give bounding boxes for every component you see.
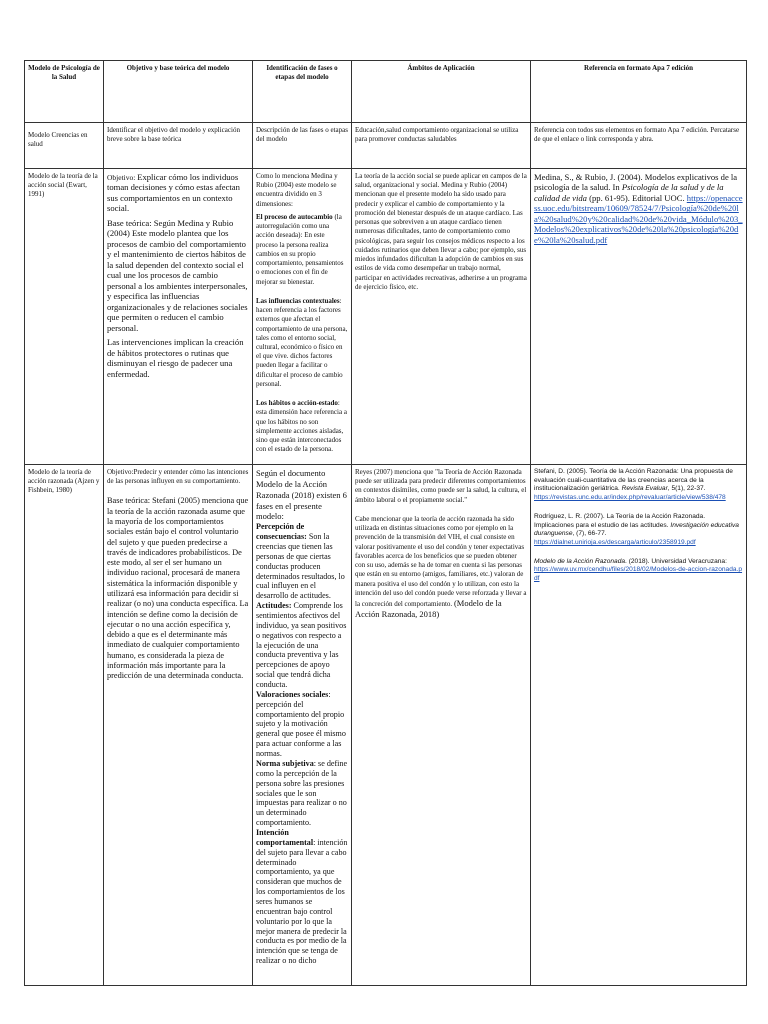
phases-cell [253, 169, 352, 465]
reference-text: , (7), 66-77. [572, 530, 607, 538]
phase-title: Intención comportamental [256, 827, 314, 847]
phases-cell [253, 123, 352, 169]
book-title: Psicología de la salud y de la calidad de vida [534, 182, 724, 203]
model-name-cell [25, 169, 104, 465]
table-row [25, 169, 747, 465]
model-name: Modelo de la teoría de la acción social (Ewart, 1991) [28, 172, 98, 199]
header-scope: Ámbitos de Aplicación [352, 61, 531, 123]
header-objective: Objetivo y base teórica del modelo [104, 61, 253, 123]
table-row [25, 123, 747, 169]
table-row [25, 465, 747, 986]
scope-text: Cabe mencionar que la teoría de acción razonada ha sido utilizada en distintas situaciones como por ejemplo en la prevención de la transmisión del VIH, el cual consiste en valorar positivamente el uso del condón y tener expectativas favorables acerca de los beneficios que se pueden obtener con su uso, además se ha de tomar en cuenta si las personas que están en su entorno (amigos, familiares, etc.) valoran de manera positiva el uso del condón y lo utilizan, con esto la intención del uso del condón puede verse reforzada y llevar a la concreción del comportamiento. [355, 514, 527, 609]
objective-label: Objetivo: [107, 173, 138, 182]
reference-link[interactable]: https://revistas.unc.edu.ar/index.php/revaluar/article/view/538/478 [534, 494, 726, 502]
phase-text: Comprende los sentimientos afectivos del individuo, ya sean positivos o negativos con respecto a la ejecución de una conducta preventiva y las percepciones de apoyo social que tendrá dicha conducta. [256, 601, 347, 690]
reference-text: Stefani, D. (2005). Teoría de la Acción Razonada: Una propuesta de evaluación cuali-cuantitativa de las creencias acerca de la institucionalización geriátrica. [534, 468, 733, 493]
objective-text: Objetivo:Predecir y entender cómo las intenciones de las personas influyen en su comportamiento. [107, 468, 249, 486]
phase-title: Actitudes: [256, 601, 292, 611]
phases-cell [253, 465, 352, 986]
theory-text: Base teórica: Según Medina y Rubio (2004) Este modelo plantea que los procesos de cambio del comportamiento y el mantenimiento de ciertos hábitos de la salud dependen del contexto social el cual une los procesos de cambio personal a los ambientes interpersonales, y especifica las influencias organizacionales y de relaciones sociales que permiten o reducen el cambio personal. [107, 217, 248, 333]
scope-citation: (Modelo de la Acción Razonada, 2018) [355, 598, 502, 620]
objective-cell [104, 169, 253, 465]
interventions-text: Las intervenciones implican la creación de hábitos protectores o rutinas que disminuyan el riesgo de padecer una enfermedad. [107, 337, 244, 379]
reference-text: (pp. 61-95). Editorial UOC. [586, 192, 685, 203]
phase-text: : intención del sujeto para llevar a cabo determinado comportamiento, ya que consideran que muchos de los comportamientos de los seres humanos se encuentran bajo control voluntario por lo que la mejor manera de predecir la conducta es por medio de la intención que se tenga de realizar o no dicho [256, 837, 348, 966]
model-name: Modelo Creencias en salud [28, 131, 88, 149]
phase-text: : esta dimensión hace referencia a que los hábitos no son simplemente acciones aisladas, sino que están interconectados con el estado de la persona. [256, 399, 347, 454]
reference-link[interactable]: https://openaccess.uoc.edu/bitstream/10609/78524/7/Psicología%20de%20la%20salud%20y%20calidad%20de%20vida_Módulo%203_Modelos%20explicativos%20de%20la%20psicología%20de%20la%20salud.pdf [534, 192, 743, 245]
reference-cell [531, 169, 747, 465]
reference-text: , 5(1), 22-37. [667, 485, 706, 493]
scope-cell [352, 123, 531, 169]
reference-cell [531, 123, 747, 169]
model-name-cell [25, 123, 104, 169]
phase-title: El proceso de autocambio [256, 212, 333, 221]
header-row [25, 61, 747, 123]
objective-text: Explicar cómo los individuos toman decisiones y cómo estas afectan sus comportamientos en un contexto social. [107, 172, 240, 214]
reference-link[interactable]: https://dialnet.unirioja.es/descarga/articulo/2358919.pdf [534, 538, 696, 546]
theory-text: Base teórica: Stefani (2005) menciona que la teoría de la acción razonada asume que la mayoría de los comportamientos sociales están bajo el control voluntario del sujeto y que pueden predecirse a través de indicadores probabilísticos. De este modo, al ser el ser humano un individuo racional, procesará de manera sistemática la información disponible y utilizará esa información para decidir si realizar (o no) una conducta específica. La intención se define como la decisión de ejecutar o no una acción específica y, debido a que es el determinante más inmediato de cualquier comportamiento humano, es considerada la pieza de información más importante para la predicción de una determinada conducta. [107, 496, 249, 681]
reference-cell [531, 465, 747, 986]
header-phases: Identificación de fases o etapas del modelo [253, 61, 352, 123]
objective-cell [104, 465, 253, 986]
phases-intro: Como lo menciona Medina y Rubio (2004) este modelo se encuentra dividido en 3 dimensiones: [256, 172, 338, 208]
phases-intro: Según el documento Modelo de la Acción Razonada (2018) existen 6 fases en el presente modelo: [256, 468, 347, 522]
document-title: Modelo de la Acción Razonada [534, 557, 626, 565]
phase-text: : se define como la percepción de la persona sobre las presiones sociales que le son impuestas para realizar o no un determinado comportamiento. [256, 758, 348, 828]
model-name: Modelo de la teoría de acción razonada (Ajzen y Fishbein, 1980) [28, 468, 100, 495]
scope-text: La teoría de la acción social se puede aplicar en campos de la salud, organizacional y social. Medina y Rubio (2004) mencionan que el presente modelo ha sido usado para predecir y explicar el cambio de comportamiento y la promoción del bienestar después de un ataque cardíaco. Las personas que sobreviven a un ataque cardíaco tienen numerosas dificultades, tanto de comportamiento como psicológicas, para seguir los consejos médicos respecto a los cuidados rutinarios que deben llevar a cabo; por ejemplo, sus miedos infundados dificultan la adopción de cambios en sus estilos de vida como desempeñar un trabajo normal, participar en actividades recreativas, adherirse a un programa de ejercicio físico, etc. [355, 172, 527, 291]
header-reference: Referencia en formato Apa 7 edición [531, 61, 747, 123]
scope-cell [352, 465, 531, 986]
reference-text: Rodríguez, L. R. (2007). La Teoría de la Acción Razonada. Implicaciones para el estudio de las actitudes. [534, 512, 706, 529]
phase-text: : hacen referencia a los factores externos que afectan el comportamiento de una persona, tales como el entorno social, cultural, económico o físico en el que vive. dichos factores pueden llegar a facilitar o dificultar el proceso de cambio personal. [256, 296, 348, 388]
phase-title: Valoraciones sociales [256, 689, 329, 699]
reference-text: . (2018). Universidad Veracruzana: [625, 557, 727, 565]
reference-text: Referencia con todos sus elementos en formato Apa 7 edición. Percatarse de que el enlace o link corresponda y abra. [534, 126, 740, 144]
phase-text: : percepción del comportamiento del propio sujeto y la motivación general que posee él mismo para actuar conforme a las normas. [256, 689, 346, 759]
phase-title: Norma subjetiva [256, 758, 314, 768]
reference-link[interactable]: https://www.uv.mx/cendhu/files/2018/02/Modelos-de-accion-razonada.pdf [534, 566, 743, 583]
phase-title: Los hábitos o acción-estado [256, 399, 338, 408]
header-model: Modelo de Psicología de la Salud [25, 61, 104, 123]
model-name-cell [25, 465, 104, 986]
journal-title: Investigación educativa duranguense [534, 521, 739, 538]
reference-text: Medina, S., & Rubio, J. (2004). Modelos explicativos de la psicología de la salud. In [534, 172, 738, 193]
phase-text: (la autorregulación como una acción deseada): En este proceso la persona realiza cambios en su propio comportamiento, pensamientos o emociones con el fin de mejorar su bienestar. [256, 212, 344, 286]
models-table [24, 60, 747, 986]
scope-text: Reyes (2007) menciona que "la Teoría de Acción Razonada puede ser utilizada para predecir diferentes comportamientos en contextos disímiles, como puede ser la salud, la cultura, el ámbito laboral o el propiamente social." [355, 468, 527, 504]
phases-text: Descripción de las fases o etapas del modelo [256, 126, 348, 144]
phase-title: Percepción de consecuencias: [256, 522, 307, 542]
objective-cell [104, 123, 253, 169]
journal-title: Revista Evaluar [621, 485, 668, 493]
phase-text: Son la creencias que tienen las personas de que ciertas conductas producen determinados resultados, lo cual influyen en el desarrollo de actitudes. [256, 532, 345, 601]
scope-text: Educación,salud comportamiento organizacional se utiliza para promover conductas saludables [355, 126, 519, 144]
scope-cell [352, 169, 531, 465]
objective-text: Identificar el objetivo del modelo y explicación breve sobre la base teórica [107, 126, 240, 144]
phase-title: Las influencias contextuales [256, 296, 340, 305]
